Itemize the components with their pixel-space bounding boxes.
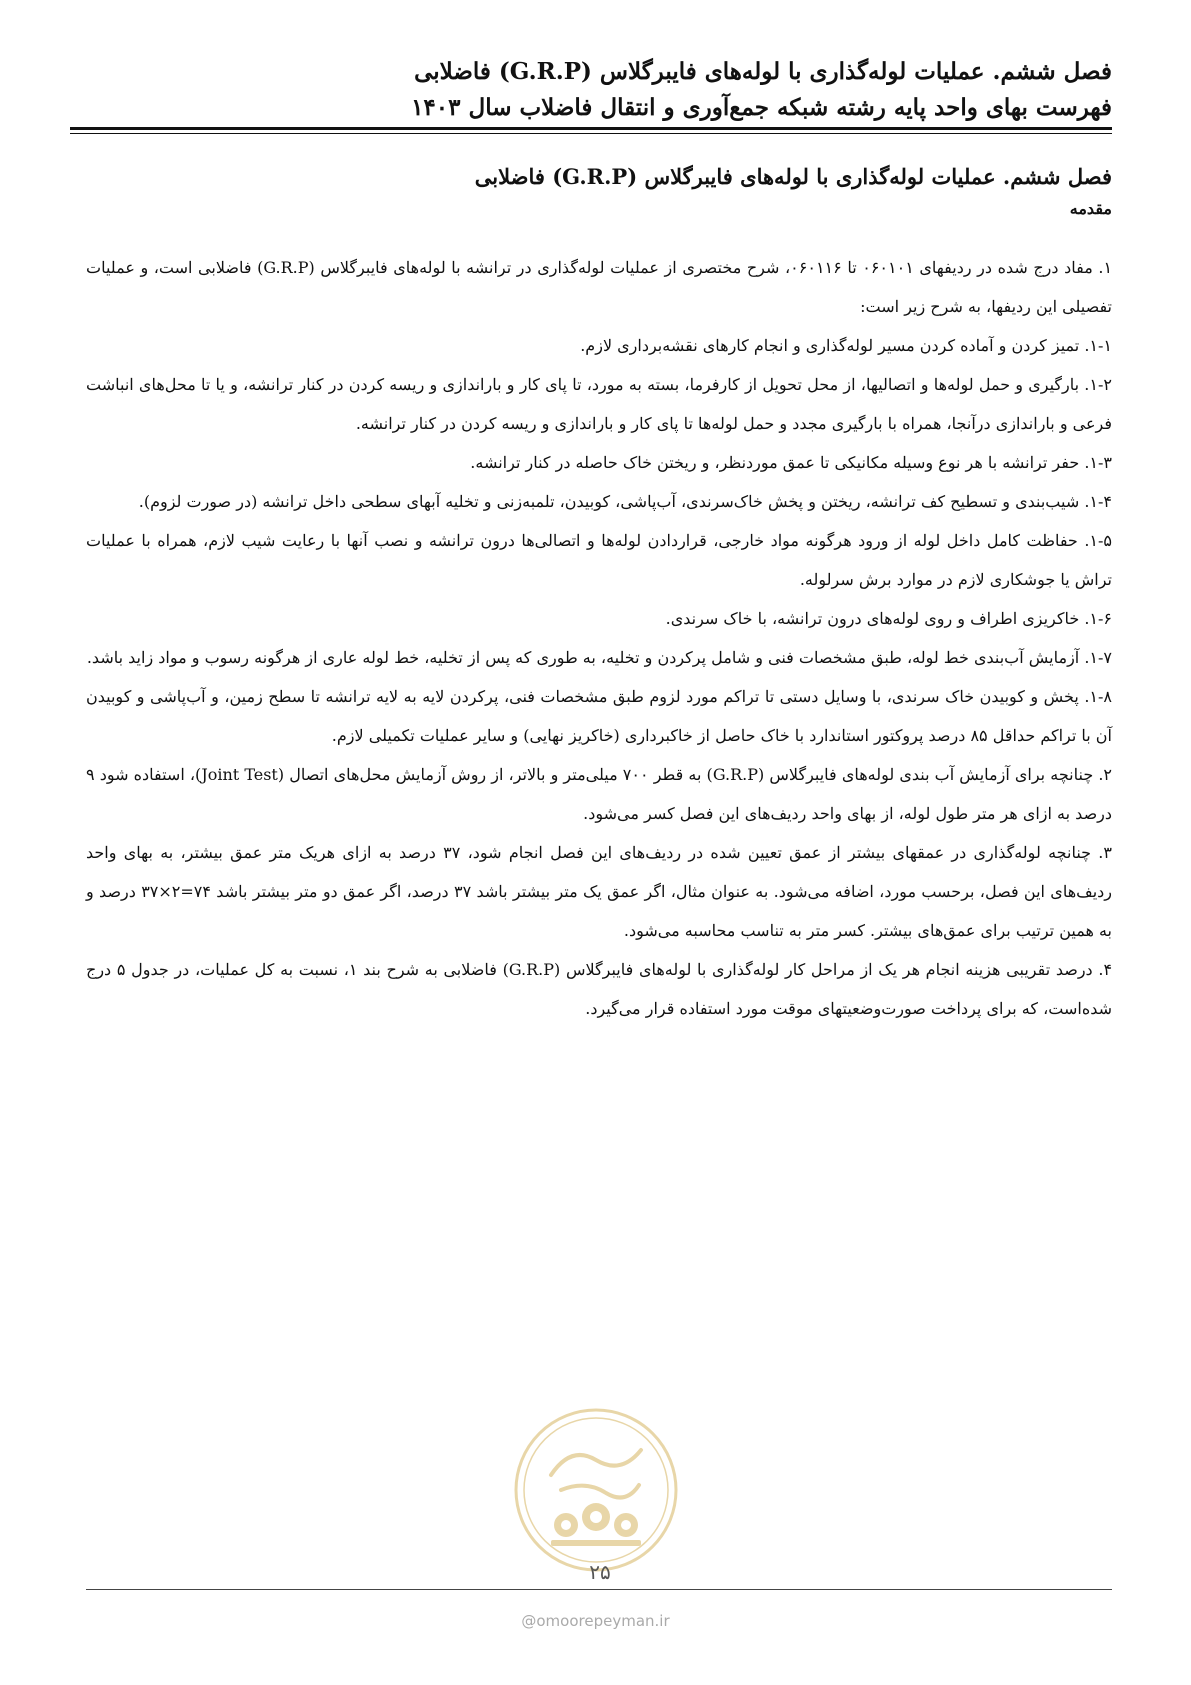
paragraph-item: ۱-۵. حفاظت کامل داخل لوله از ورود هرگونه مواد خارجی، قراردادن لوله‌ها و اتصالی‌ها درون ترانشه و نصب آنها با رعایت شیب لازم، همراه با عملیات تراش یا جوشکاری لازم در موارد برش سرلوله. (86, 531, 1112, 589)
paragraph-item: ۱-۶. خاکریزی اطراف و روی لوله‌های درون ترانشه، با خاک سرندی. (665, 609, 1112, 628)
paragraph-item: ۱-۱. تمیز کردن و آماده کردن مسیر لوله‌گذاری و انجام کارهای نقشه‌برداری لازم. (580, 336, 1112, 355)
omoorepeyman-seal-icon (511, 1405, 681, 1575)
paragraph-item: ۲. چنانچه برای آزمایش آب بندی لوله‌های فایبرگلاس (G.R.P) به قطر ۷۰۰ میلی‌متر و بالاتر، از روش آزمایش محل‌های اتصال (Joint Test)، استفاده شود ۹ درصد به ازای هر متر طول لوله، از بهای واحد ردیف‌های این فصل کسر می‌شود. (86, 765, 1113, 823)
header-price-list-line: فهرست بهای واحد پایه رشته شبکه جمع‌آوری و انتقال فاضلاب سال ۱۴۰۳ (411, 94, 1112, 121)
paragraph-item: ۱-۸. پخش و کوبیدن خاک سرندی، با وسایل دستی تا تراکم مورد لزوم طبق مشخصات فنی، پرکردن لایه به لایه ترانشه تا سطح زمین، و آب‌پاشی و کوبیدن آن با تراکم حداقل ۸۵ درصد پروکتور استاندارد با خاک حاصل از خاکبرداری (خاکریز نهایی) و سایر عملیات تکمیلی لازم. (86, 687, 1112, 745)
header-rule-thick (70, 127, 1112, 130)
paragraph-item: ۱-۴. شیب‌بندی و تسطیح کف ترانشه، ریختن و پخش خاک‌سرندی، آب‌پاشی، کوبیدن، تلمبه‌زنی و تخلیه آبهای سطحی داخل ترانشه (در صورت لزوم). (138, 492, 1112, 511)
paragraph-item: ۴. درصد تقریبی هزینه انجام هر یک از مراحل کار لوله‌گذاری با لوله‌های فایبرگلاس (G.R.P) فاضلابی به شرح بند ۱، نسبت به کل عملیات، در جدول ۵ درج شده‌است، که برای پرداخت صورت‌وضعیتهای موقت مورد استفاده قرار می‌گیرد. (86, 960, 1113, 1018)
header-chapter-line: فصل ششم. عملیات لوله‌گذاری با لوله‌های فایبرگلاس (G.R.P) فاضلابی (414, 58, 1112, 85)
section-subtitle: مقدمه (1069, 199, 1112, 218)
paragraph-item: ۱. مفاد درج شده در ردیفهای ۰۶۰۱۰۱ تا ۰۶۰۱۱۶، شرح مختصری از عملیات لوله‌گذاری در ترانشه با لوله‌های فایبرگلاس (G.R.P) فاضلابی است، و عملیات تفصیلی این ردیفها، به شرح زیر است: (86, 258, 1113, 316)
page-number: ۲۵ (589, 1560, 611, 1584)
chapter-title: فصل ششم. عملیات لوله‌گذاری با لوله‌های فایبرگلاس (G.R.P) فاضلابی (474, 164, 1112, 189)
footer-website[interactable]: @omoorepeyman.ir (521, 1612, 670, 1630)
paragraph-item: ۱-۲. بارگیری و حمل لوله‌ها و اتصالیها، از محل تحویل از کارفرما، بسته به مورد، تا پای کار و باراندازی و ریسه کردن در کنار ترانشه، و یا تا محل‌های انباشت فرعی و باراندازی درآنجا، همراه با بارگیری مجدد و حمل لوله‌ها تا پای کار و باراندازی و ریسه کردن در کنار ترانشه. (86, 375, 1112, 433)
footer-rule (86, 1589, 1112, 1590)
paragraph-item: ۱-۷. آزمایش آب‌بندی خط لوله، طبق مشخصات فنی و شامل پرکردن و تخلیه، به طوری که پس از تخلیه، خط لوله عاری از هرگونه رسوب و مواد زاید باشد. (86, 648, 1112, 667)
paragraph-item: ۱-۳. حفر ترانشه با هر نوع وسیله مکانیکی تا عمق موردنظر، و ریختن خاک حاصله در کنار ترانشه. (470, 453, 1112, 472)
paragraph-item: ۳. چنانچه لوله‌گذاری در عمقهای بیشتر از عمق تعیین شده در ردیف‌های این فصل انجام شود، ۳۷ درصد به ازای هریک متر عمق بیشتر، به بهای واحد ردیف‌های این فصل، برحسب مورد، اضافه می‌شود. به عنوان مثال، اگر عمق یک متر بیشتر باشد ۳۷ درصد، اگر عمق دو متر بیشتر باشد ۷۴=۲×۳۷ درصد و به همین ترتیب برای عمق‌های بیشتر. کسر متر به تناسب محاسبه می‌شود. (86, 843, 1113, 940)
page-content (86, 160, 1112, 1028)
paragraph-list (86, 248, 1112, 1028)
header-rule-thin (70, 133, 1112, 134)
page-header (70, 54, 1112, 126)
